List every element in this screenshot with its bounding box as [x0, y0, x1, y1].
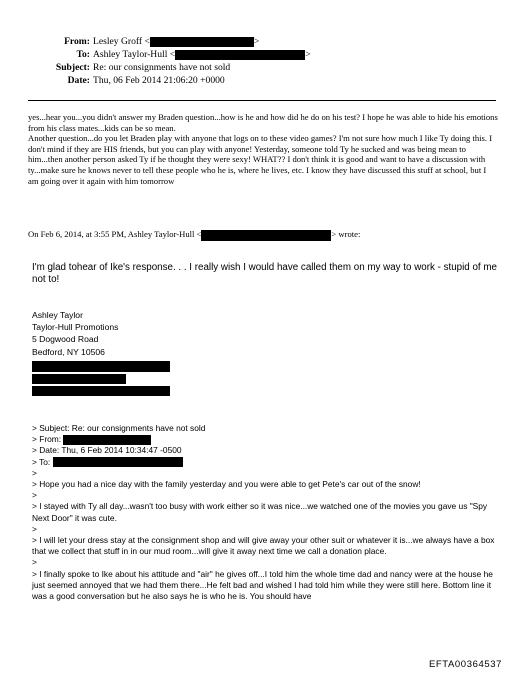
- from-value: Lesley Groff <: [93, 36, 150, 47]
- redaction-box: [150, 37, 254, 47]
- quoted-from-label: > From:: [32, 434, 62, 445]
- quote-marker: >: [32, 490, 37, 501]
- redaction-box: [201, 230, 331, 241]
- header-to-row: [20, 49, 311, 61]
- signature-company: Taylor-Hull Promotions: [32, 322, 119, 333]
- redaction-box: [32, 361, 170, 372]
- reply-paragraph-2: Another question...do you let Braden play with anyone that logs on to these video games? I'm not sure how much I like Ty doing this. I don't mind if they are HIS friends, but you can play with anyone! Yesterday, someone told Ty he sucked and was being mean to him...then another person asked Ty if he thought they were sexy! WHAT?? I don't think it is good and want to have a discussion with ty...make sure he knows never to tell these people who he is, where he lives, etc. I know they have discussed this stuff at school, but I am going over it again with him tomorrow: [28, 133, 493, 186]
- date-label: Date:: [67, 75, 90, 86]
- quoted-line-1: > Hope you had a nice day with the family yesterday and you were able to get Pete's car out of the snow!: [32, 479, 421, 490]
- redaction-box: [63, 435, 151, 445]
- document-id: EFTA00364537: [428, 659, 502, 670]
- redaction-box: [53, 457, 183, 467]
- redaction-box: [32, 386, 170, 396]
- header-date-row: [20, 75, 225, 87]
- to-label: To:: [76, 49, 90, 60]
- date-value: Thu, 06 Feb 2014 21:06:20 +0000: [93, 75, 225, 86]
- quote-marker: >: [32, 467, 37, 478]
- quoted-line-3: > I will let your dress stay at the consignment shop and will give away your other suit or whatever it is...we always have a box that we collect that stuff in in our mud room...will give it away next time we call a donation place.: [32, 535, 495, 557]
- quote-attribution: [28, 229, 360, 241]
- quote-marker: >: [32, 557, 37, 568]
- redaction-box: [175, 50, 305, 60]
- quoted-subject: > Subject: Re: our consignments have not sold: [32, 423, 206, 433]
- quote-marker: >: [32, 523, 37, 534]
- quoted-to-row: [32, 457, 500, 468]
- reply-body: [28, 112, 498, 186]
- attribution-prefix: On Feb 6, 2014, at 3:55 PM, Ashley Taylor-Hull <: [28, 229, 202, 239]
- to-close: >: [305, 49, 311, 60]
- to-value: Ashley Taylor-Hull <: [93, 49, 176, 60]
- header-from-row: [20, 36, 259, 48]
- signature-street: 5 Dogwood Road: [32, 334, 99, 345]
- subject-label: Subject:: [55, 62, 90, 73]
- signature-block: [32, 309, 118, 358]
- attribution-suffix: > wrote:: [331, 229, 361, 239]
- reply-paragraph-1: yes...hear you...you didn't answer my Braden question...how is he and how did he do on his test? I hope he was able to hide his emotions from his class mates...kids can be so mean.: [28, 112, 498, 133]
- quoted-message: I'm glad tohear of Ike's response. . . I really wish I would have called them on my way to work - stupid of me not to!: [32, 262, 497, 286]
- signature-name: Ashley Taylor: [32, 310, 83, 320]
- redaction-box: [32, 374, 126, 384]
- quoted-line-4: > I finally spoke to Ike about his attitude and "air" he gives off...I told him the whole time dad and nancy were at the house he just seemed annoyed that we had them there...He felt bad and wished I had told him while they were still here. Bottom line it was a good conversation but he also says he is who he is. You should have: [32, 568, 493, 602]
- signature-city: Bedford, NY 10506: [32, 346, 105, 357]
- header-subject-row: [20, 62, 230, 74]
- header-divider: [28, 100, 496, 101]
- quoted-to-label: > To:: [32, 456, 51, 467]
- quoted-date: > Date: Thu, 6 Feb 2014 10:34:47 -0500: [32, 445, 182, 456]
- from-close: >: [253, 36, 260, 47]
- earlier-message: [32, 423, 500, 602]
- quoted-line-2: > I stayed with Ty all day...wasn't too busy with work either so it was nice...we watched one of the movies you gave us "Spy Next Door" it was cute.: [32, 501, 488, 523]
- subject-value: Re: our consignments have not sold: [93, 62, 231, 73]
- from-label: From:: [64, 36, 90, 47]
- quoted-from-row: [32, 434, 500, 445]
